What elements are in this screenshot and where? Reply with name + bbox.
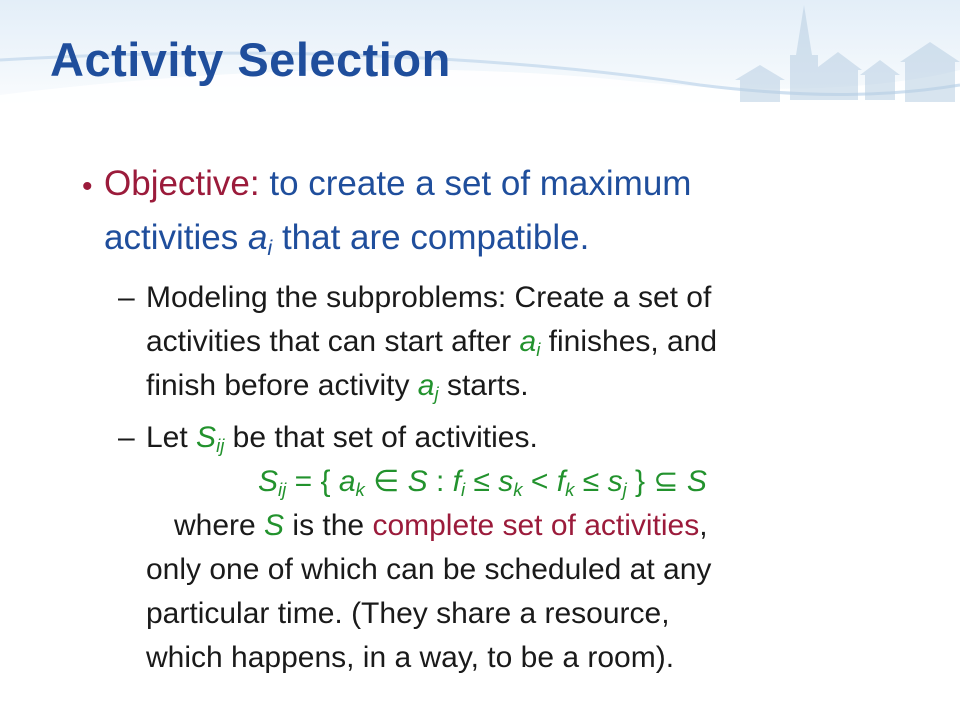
objective-line-2: activities $a_i$ that are compatible. [104, 218, 590, 261]
sub-bullet-dash-2: – [118, 421, 135, 454]
modeling-line-2: activities that can start after $a_i$ finishes, and [146, 325, 718, 361]
let-line: Let $S_{ij}$ be that set of activities. [146, 421, 538, 457]
where-line: where S is the complete set of activities, [174, 509, 708, 542]
scheduled-line: only one of which can be scheduled at any [146, 553, 712, 586]
objective-line-1 [104, 164, 691, 204]
resource-line: particular time. (They share a resource, [146, 597, 670, 630]
sub-bullet-dash: – [118, 281, 135, 314]
slide-title: Activity Selection [50, 33, 451, 86]
room-line: which happens, in a way, to be a room). [146, 641, 675, 674]
set-definition-formula: $S_{ij}$ = { $a_k$ ∈ S : $f_i \le s_k < f_k \le s_j$ } ⊆ S [258, 465, 707, 501]
modeling-line-1: Modeling the subproblems: Create a set of [146, 281, 712, 314]
modeling-line-3: finish before activity $a_j$ starts. [146, 369, 529, 405]
objective-label: Objective: [104, 164, 260, 203]
bullet-dot: • [82, 170, 93, 203]
objective-text: to create a set of maximum [259, 164, 692, 203]
